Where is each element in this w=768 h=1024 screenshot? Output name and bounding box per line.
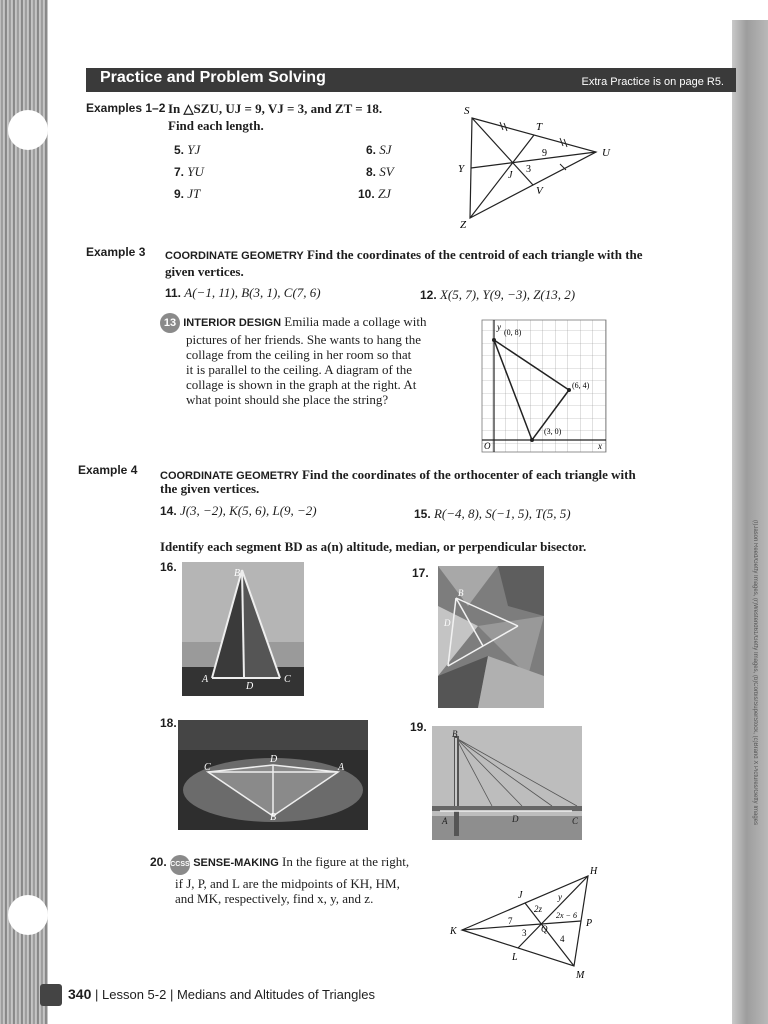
exercise-expression: ZJ xyxy=(377,186,391,201)
exercise-expression: YJ xyxy=(187,142,201,157)
expr-2x-6: 2x − 6 xyxy=(556,911,577,920)
topic-heading: COORDINATE GEOMETRY xyxy=(165,250,304,262)
directions-text: Find the coordinates of the centroid of each triangle with the given vertices. xyxy=(165,247,643,279)
extra-practice-note: Extra Practice is on page R5. xyxy=(581,76,724,88)
expr-y: y xyxy=(558,892,562,902)
photo-19-label-c: C xyxy=(572,816,579,826)
label-k: K xyxy=(450,926,457,937)
label-t: T xyxy=(536,121,543,133)
exercise-14 xyxy=(160,503,317,519)
exercise-expression: R(−4, 8), S(−1, 5), T(5, 5) xyxy=(433,506,571,521)
exercise-20-line-3: and MK, respectively, find x, y, and z. xyxy=(175,891,374,906)
label-u: U xyxy=(602,147,610,159)
footer-separator: | xyxy=(169,987,174,1002)
length-3: 3 xyxy=(522,928,527,938)
exercise-13-line-5: collage is shown in the graph at the right. At xyxy=(186,377,417,392)
label-h: H xyxy=(590,866,598,877)
photo-17-label-d: D xyxy=(444,618,451,628)
length-9: 9 xyxy=(542,148,547,159)
photo-17-label-b: B xyxy=(458,588,464,598)
exercise-number: 9. xyxy=(174,187,185,201)
exercise-10 xyxy=(358,186,391,202)
photo-19-label-a: A xyxy=(442,816,448,826)
photo-19-label-d: D xyxy=(512,814,519,824)
exercise-12 xyxy=(420,287,575,303)
point-label-3-0: (3, 0) xyxy=(544,427,562,436)
exercise-number: 10. xyxy=(358,187,375,201)
photo-18-label-c: C xyxy=(204,762,211,773)
footer-separator: | xyxy=(94,987,99,1002)
example-3-directions xyxy=(165,247,655,279)
exercise-13-badge: 13 xyxy=(160,313,180,333)
length-3: 3 xyxy=(526,164,531,175)
exercise-13-line-2: pictures of her friends. She wants to hang the xyxy=(186,332,422,347)
origin-label: O xyxy=(484,441,491,451)
photo-16-label-c: C xyxy=(284,674,291,685)
binder-hole-top xyxy=(8,110,48,150)
exercise-7 xyxy=(174,164,204,180)
exercise-number: 14. xyxy=(160,504,177,518)
label-l: L xyxy=(512,952,518,963)
photo-18-label-a: A xyxy=(338,762,345,773)
label-j: J xyxy=(508,170,513,181)
axis-x-label: x xyxy=(598,441,602,451)
exercise-expression: YU xyxy=(187,164,204,179)
point-label-0-8: (0, 8) xyxy=(504,328,522,337)
exercise-13 xyxy=(160,313,460,333)
exercise-number: 8. xyxy=(366,165,377,179)
exercise-5 xyxy=(174,142,200,158)
topic-heading: COORDINATE GEOMETRY xyxy=(160,470,299,482)
label-v: V xyxy=(536,185,543,197)
label-j: J xyxy=(518,890,523,901)
section-title: Practice and Problem Solving xyxy=(100,69,326,86)
exercise-number: 20. xyxy=(150,855,167,869)
photo-18-label-b: B xyxy=(270,812,277,823)
exercise-13-line-6: what point should she place the string? xyxy=(186,392,389,407)
speaker-icon[interactable] xyxy=(40,984,62,1006)
page-footer xyxy=(68,986,375,1002)
exercise-19-number: 19. xyxy=(410,720,427,734)
binder-hole-bottom xyxy=(8,895,48,935)
photo-19-art xyxy=(432,726,582,840)
exercise-20-line-2: if J, P, and L are the midpoints of KH, HM, xyxy=(175,876,400,891)
photo-17-stained-glass xyxy=(438,566,544,708)
examples-1-2-instruction: Find each length. xyxy=(168,118,264,133)
topic-heading: SENSE-MAKING xyxy=(193,857,279,869)
photo-17-art xyxy=(438,566,544,708)
photo-18-ballfield xyxy=(178,720,368,830)
label-m: M xyxy=(576,970,585,981)
axis-y-label: y xyxy=(497,322,501,332)
exercise-18-number: 18. xyxy=(160,716,177,730)
exercise-17-number: 17. xyxy=(412,566,429,580)
exercise-expression: SV xyxy=(379,164,394,179)
photo-16-art xyxy=(182,562,304,696)
exercise-expression: JT xyxy=(187,186,201,201)
exercise-number: 5. xyxy=(174,143,185,157)
photo-19-label-b: B xyxy=(452,729,458,739)
photo-18-art xyxy=(178,720,368,830)
page-number: 340 xyxy=(68,986,92,1002)
label-s: S xyxy=(464,105,470,117)
directions-text-1: Find the coordinates of the orthocenter of each triangle with xyxy=(301,467,636,482)
photo-16-label-d: D xyxy=(246,681,254,692)
photo-18-label-d: D xyxy=(270,754,278,765)
photo-16-structure xyxy=(182,562,304,696)
exercise-number: 11. xyxy=(165,286,182,300)
photo-credits: (l)Jason Reed/Getty Images, (r)Westend61/Getty Images, (b)Corbis/SuperStock, (c)Brand X Pictures/Getty Images xyxy=(752,520,758,826)
exercise-number: 7. xyxy=(174,165,185,179)
label-q: Q xyxy=(541,924,548,934)
length-4: 4 xyxy=(560,934,565,944)
identify-instruction: Identify each segment BD as a(n) altitude, median, or perpendicular bisector. xyxy=(160,539,587,554)
collage-graph xyxy=(480,318,608,454)
triangle-khm-figure xyxy=(448,862,608,982)
photo-16-label-a: A xyxy=(202,674,209,685)
exercise-expression: A(−1, 11), B(3, 1), C(7, 6) xyxy=(184,285,321,300)
exercise-6 xyxy=(366,142,392,158)
exercise-11 xyxy=(165,285,321,301)
photo-16-label-b: B xyxy=(234,568,241,579)
examples-1-2-label: Examples 1–2 xyxy=(86,101,166,115)
example-4-label: Example 4 xyxy=(78,463,138,477)
exercise-13-line-4: it is parallel to the ceiling. A diagram of the xyxy=(186,362,412,377)
photo-19-bridge xyxy=(432,726,582,840)
exercise-expression: X(5, 7), Y(9, −3), Z(13, 2) xyxy=(439,287,576,302)
exercise-expression: SJ xyxy=(379,142,392,157)
point-label-6-4: (6, 4) xyxy=(572,381,590,390)
lesson-number: Lesson 5-2 xyxy=(102,987,167,1002)
example-3-label: Example 3 xyxy=(86,245,146,259)
directions-text-2: the given vertices. xyxy=(160,481,260,496)
length-7: 7 xyxy=(508,916,513,926)
exercise-20 xyxy=(150,854,450,875)
examples-1-2-intro: In △SZU, UJ = 9, VJ = 3, and ZT = 18. xyxy=(168,101,383,116)
label-p: P xyxy=(586,918,593,929)
exercise-13-line-3: collage from the ceiling in her room so that xyxy=(186,347,412,362)
exercise-20-line-1: In the figure at the right, xyxy=(282,854,410,869)
binder-edge xyxy=(0,0,48,1024)
exercise-number: 12. xyxy=(420,288,437,302)
exercise-15 xyxy=(414,506,571,522)
exercise-number: 6. xyxy=(366,143,377,157)
ccss-badge: CCSS xyxy=(170,855,190,875)
exercise-9 xyxy=(174,186,200,202)
label-y: Y xyxy=(458,163,465,175)
topic-heading: INTERIOR DESIGN xyxy=(183,317,282,329)
exercise-expression: J(3, −2), K(5, 6), L(9, −2) xyxy=(179,503,317,518)
exercise-8 xyxy=(366,164,394,180)
exercise-16-number: 16. xyxy=(160,560,177,574)
label-z: Z xyxy=(460,219,467,230)
exercise-13-line-1: Emilia made a collage with xyxy=(284,314,427,329)
triangle-szu-figure xyxy=(450,100,630,230)
exercise-number: 15. xyxy=(414,507,431,521)
lesson-title: Medians and Altitudes of Triangles xyxy=(176,987,375,1002)
expr-2z: 2z xyxy=(534,904,543,914)
